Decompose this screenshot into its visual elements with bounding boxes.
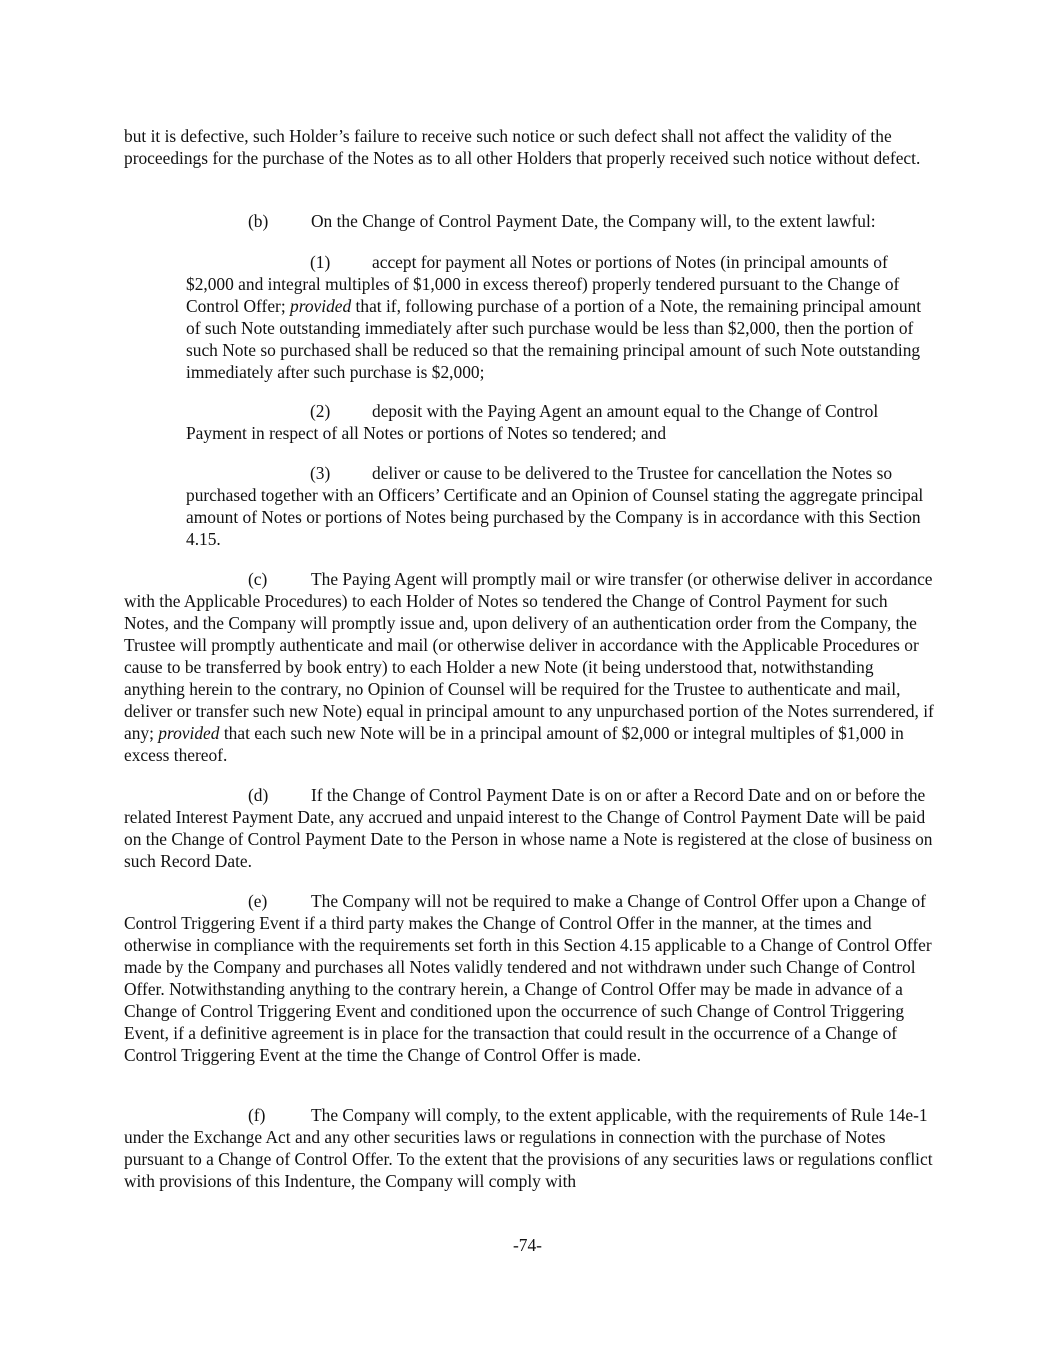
paragraph-c-emphasis: provided	[158, 723, 220, 743]
paragraph-b1-text-2: that if, following purchase of a portion of a Note, the remaining principal amount of such Note outstanding immediately after such purchase would be less than $2,000, then the portion of such Note so purchased shall be reduced so that the remaining principal amount of such Note outstanding immediately after such purchase is $2,000;	[186, 296, 922, 382]
paragraph-f	[124, 1104, 936, 1192]
paragraph-f-text: The Company will comply, to the extent applicable, with the requirements of Rule 14e-1 under the Exchange Act and any other securities laws or regulations in connection with the purchase of Notes pursuant to a Change of Control Offer. To the extent that the provisions of any securities laws or regulations conflict with provisions of this Indenture, the Company will comply with	[124, 1105, 933, 1191]
paragraph-c-label: (c)	[248, 569, 268, 589]
paragraph-e	[124, 890, 936, 1066]
page-number: -74-	[513, 1235, 542, 1255]
paragraph-b-text: On the Change of Control Payment Date, the Company will, to the extent lawful:	[311, 211, 876, 231]
paragraph-d-label: (d)	[248, 785, 269, 805]
paragraph-e-label: (e)	[248, 891, 268, 911]
paragraph-b	[124, 210, 936, 232]
paragraph-b1-text-1: accept for payment all Notes or portions of Notes (in principal amounts of $2,000 and integral multiples of $1,000 in excess thereof) properly tendered pursuant to the Change of Control Offer;	[186, 252, 900, 316]
paragraph-intro	[124, 125, 936, 169]
paragraph-c	[124, 568, 936, 766]
paragraph-b3	[186, 462, 936, 550]
paragraph-intro-text: but it is defective, such Holder’s failure to receive such notice or such defect shall not affect the validity of the proceedings for the purchase of the Notes as to all other Holders that properly received such notice without defect.	[124, 126, 921, 168]
paragraph-b1	[186, 251, 936, 383]
paragraph-b1-label: (1)	[310, 252, 331, 272]
paragraph-b1-emphasis: provided	[290, 296, 352, 316]
paragraph-f-label: (f)	[248, 1105, 266, 1125]
paragraph-d-text: If the Change of Control Payment Date is on or after a Record Date and on or before the related Interest Payment Date, any accrued and unpaid interest to the Change of Control Payment Date will be paid on the Change of Control Payment Date to the Person in whose name a Note is registered at the close of business on such Record Date.	[124, 785, 933, 871]
paragraph-b2	[186, 400, 936, 444]
paragraph-b3-text: deliver or cause to be delivered to the Trustee for cancellation the Notes so purchased together with an Officers’ Certificate and an Opinion of Counsel stating the aggregate principal amount of Notes or portions of Notes being purchased by the Company is in accordance with this Section 4.15.	[186, 463, 924, 549]
paragraph-e-text: The Company will not be required to make a Change of Control Offer upon a Change of Control Triggering Event if a third party makes the Change of Control Offer in the manner, at the times and otherwise in compliance with the requirements set forth in this Section 4.15 applicable to a Change of Control Offer made by the Company and purchases all Notes validly tendered and not withdrawn under such Change of Control Offer. Notwithstanding anything to the contrary herein, a Change of Control Offer may be made in advance of a Change of Control Triggering Event and conditioned upon the occurrence of such Change of Control Triggering Event, if a definitive agreement is in place for the transaction that could result in the occurrence of a Change of Control Triggering Event at the time the Change of Control Offer is made.	[124, 891, 932, 1065]
paragraph-c-text-1: The Paying Agent will promptly mail or wire transfer (or otherwise deliver in accordance with the Applicable Procedures) to each Holder of Notes so tendered the Change of Control Payment for such Notes, and the Company will promptly issue and, upon delivery of an authentication order from the Company, the Trustee will promptly authenticate and mail (or otherwise deliver in accordance with the Applicable Procedures or cause to be transferred by book entry) to each Holder a new Note (it being understood that, notwithstanding anything herein to the contrary, no Opinion of Counsel will be required for the Trustee to authenticate and mail, deliver or transfer such new Note) equal in principal amount to any unpurchased portion of the Notes surrendered, if any;	[124, 569, 934, 743]
paragraph-b3-label: (3)	[310, 463, 331, 483]
paragraph-b2-text: deposit with the Paying Agent an amount equal to the Change of Control Payment in respect of all Notes or portions of Notes so tendered; and	[186, 401, 879, 443]
paragraph-c-text-2: that each such new Note will be in a principal amount of $2,000 or integral multiples of $1,000 in excess thereof.	[124, 723, 904, 765]
paragraph-b-label: (b)	[248, 211, 269, 231]
paragraph-d	[124, 784, 936, 872]
paragraph-b2-label: (2)	[310, 401, 331, 421]
